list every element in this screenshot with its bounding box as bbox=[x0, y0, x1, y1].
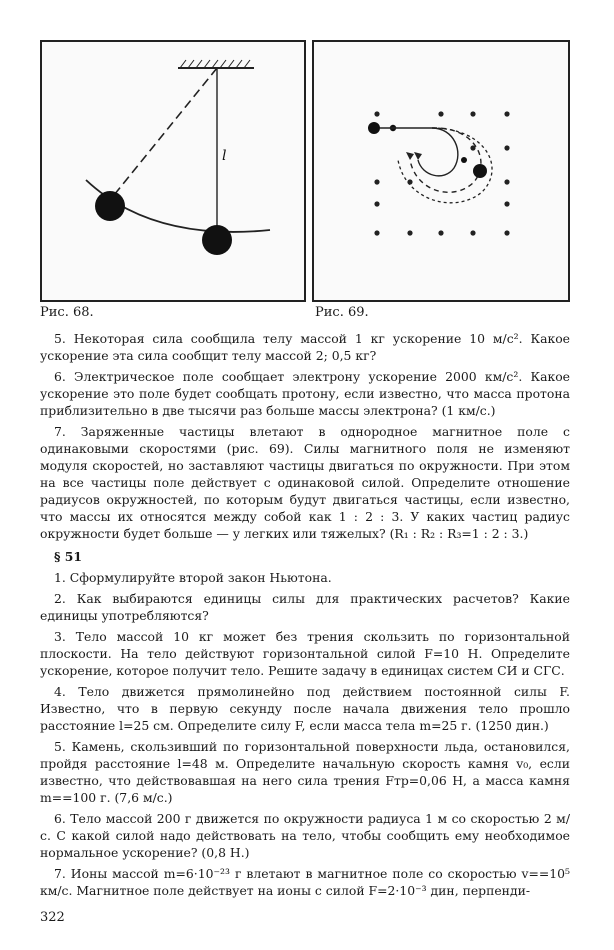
problem-5: 5. Некоторая сила сообщила телу массой 1 кг ускорение 10 м/с². Какое ускорение эта сила сообщит телу массой 2; 0,5 кг? bbox=[40, 331, 570, 363]
figure-69-caption: Рис. 69. bbox=[315, 305, 369, 320]
question-6: 6. Тело массой 200 г движется по окружности радиуса 1 м со скоростью 2 м/с. С какой силой надо действовать на тело, чтобы сообщить ему необходимое нормальное ускорение? (0,8 Н.) bbox=[40, 811, 570, 860]
ball-deflected bbox=[95, 191, 125, 221]
trajectory-medium bbox=[410, 128, 481, 192]
magnetic-field-diagram bbox=[314, 42, 568, 300]
trajectory-small bbox=[418, 128, 458, 176]
arrow-small bbox=[414, 152, 422, 160]
particle-in bbox=[368, 122, 380, 134]
question-1: 1. Сформулируйте второй закон Ньютона. bbox=[54, 570, 332, 585]
question-2: 2. Как выбираются единицы силы для практических расчетов? Какие единицы употребляются? bbox=[40, 591, 570, 623]
ceiling-hatch bbox=[180, 60, 250, 68]
particle-moving-small bbox=[461, 157, 467, 163]
figure-69 bbox=[312, 40, 570, 302]
length-label: l bbox=[222, 148, 227, 164]
particle-moving bbox=[473, 164, 487, 178]
pendulum-diagram bbox=[42, 42, 304, 300]
problem-6: 6. Электрическое поле сообщает электрону ускорение 2000 км/с². Какое ускорение это поле будет сообщать протону, если известно, что масса протона приблизительно в две тысячи раз больше массы электрона? (1 км/с.) bbox=[40, 369, 570, 418]
page-number: 322 bbox=[40, 910, 65, 925]
arrow-medium bbox=[406, 152, 414, 160]
section-title: § 51 bbox=[54, 549, 83, 564]
problem-7: 7. Заряженные частицы влетают в однородное магнитное поле с одинаковыми скоростями (рис. 69). Силы магнитного поля не изменяют модуля скоростей, но заставляют частицы двигаться по окружности. При этом на все частицы поле действует с одинаковой силой. Определите отношение радиусов окружностей, по которым будут двигаться частицы, если известно, что массы их относятся между собой как 1 : 2 : 3. У каких частиц радиус окружности будет больше — у легких или тяжелых? (R₁ : R₂ : R₃=1 : 2 : 3.) bbox=[40, 424, 570, 541]
body-text bbox=[40, 330, 570, 903]
question-4: 4. Тело движется прямолинейно под действием постоянной силы F. Известно, что в первую секунду после начала движения тело прошло расстояние l=25 см. Определите силу F, если масса тела m=25 г. (1250 дин.) bbox=[40, 684, 570, 733]
ball-rest bbox=[202, 225, 232, 255]
deflected-string bbox=[110, 68, 217, 200]
question-3: 3. Тело массой 10 кг может без трения скользить по горизонтальной плоскости. На тело действуют горизонтальной силой F=10 Н. Определите ускорение, которое получит тело. Решите задачу в единицах систем СИ и СГС. bbox=[40, 629, 570, 678]
figure-68 bbox=[40, 40, 306, 302]
question-7: 7. Ионы массой m=6·10⁻²³ г влетают в магнитное поле со скоростью v==10⁵ км/с. Магнитное поле действует на ионы с силой F=2·10⁻³ дин, перпенди- bbox=[40, 866, 570, 898]
question-5: 5. Камень, скользивший по горизонтальной поверхности льда, остановился, пройдя расстояние l=48 м. Определите начальную скорость камня v₀, если известно, что действовавшая на него сила трения Fтр=0,06 Н, а масса камня m==100 г. (7,6 м/с.) bbox=[40, 739, 570, 805]
figure-68-caption: Рис. 68. bbox=[40, 305, 94, 320]
